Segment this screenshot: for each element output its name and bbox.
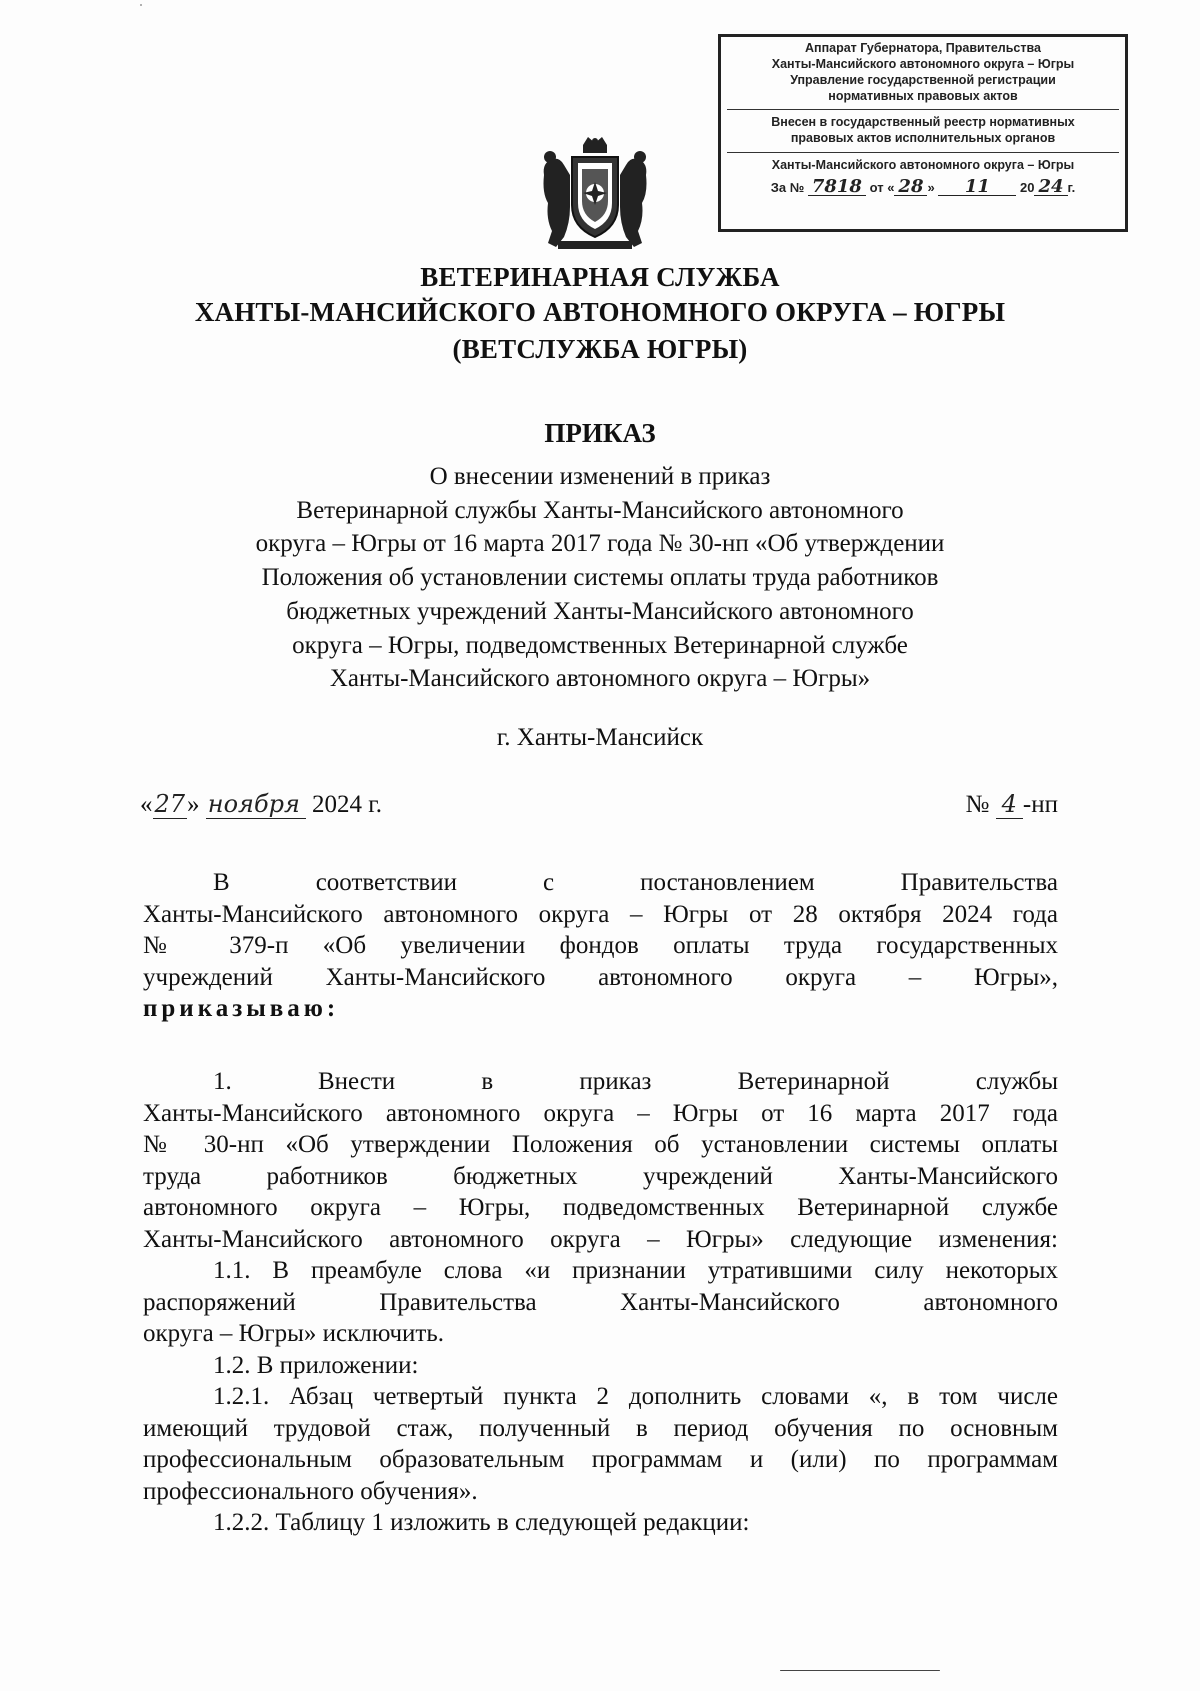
stamp-reg-year-prefix: 20 <box>1019 180 1035 195</box>
item-line: автономного округа – Югры, подведомственных Ветеринарной службе <box>143 1194 1058 1221</box>
preamble-paragraph <box>143 867 1058 1025</box>
stamp-line: правовых актов исполнительных органов <box>790 131 1056 145</box>
document-number <box>966 790 1058 819</box>
preamble-line: учреждений Ханты-Мансийского автономного округа – Югры», <box>143 963 1058 991</box>
item-line: 1.2.2. Таблицу 1 изложить в следующей редакции: <box>213 1509 750 1536</box>
preamble-line: № 379-п «Об увеличении фондов оплаты труда государственных <box>143 932 1058 959</box>
org-name-line-1: ВЕТЕРИНАРНАЯ СЛУЖБА <box>420 262 780 292</box>
item-line: Ханты-Мансийского автономного округа – Югры от 16 марта 2017 года <box>143 1099 1058 1127</box>
item-line: 1.2. В приложении: <box>213 1351 419 1379</box>
subject-line: О внесении изменений в приказ <box>429 463 771 490</box>
city-label: г. Ханты-Мансийск <box>496 724 704 751</box>
stamp-reg-day: 28 <box>894 179 927 196</box>
stamp-registration-line <box>725 176 1121 197</box>
item-line: округа – Югры» исключить. <box>143 1320 445 1347</box>
org-name-line-3: (ВЕТСЛУЖБА ЮГРЫ) <box>452 334 748 364</box>
date-year: 2024 г. <box>312 791 382 818</box>
stamp-line: Ханты-Мансийского автономного округа – Югры <box>771 57 1075 71</box>
item-line: профессиональным образовательным программам и (или) по программам <box>143 1446 1058 1473</box>
date-month-handwritten: ноября <box>206 790 306 819</box>
stamp-line: Внесен в государственный реестр нормативных <box>771 115 1075 129</box>
item-line: 1.2.1. Абзац четвертый пункта 2 дополнить словами «, в том числе <box>213 1383 1058 1410</box>
preamble-line: В соответствии с постановлением Правительства <box>213 869 1058 896</box>
item-line: профессионального обучения». <box>143 1477 478 1505</box>
item-line: распоряжений Правительства Ханты-Мансийского автономного <box>143 1288 1058 1316</box>
number-suffix: -нп <box>1022 791 1058 818</box>
scan-artifact <box>140 4 142 6</box>
preamble-line: Ханты-Мансийского автономного округа – Югры от 28 октября 2024 года <box>143 900 1058 928</box>
stamp-reg-month: 11 <box>938 179 1016 196</box>
preamble-order-line <box>143 993 1058 1025</box>
subject-line: Ветеринарной службы Ханты-Мансийского автономного <box>296 496 904 524</box>
subject-line: Ханты-Мансийского автономного округа – Югры» <box>329 665 871 693</box>
document-subject <box>150 460 1050 696</box>
stamp-reg-prefix: За № <box>770 180 805 195</box>
stamp-divider <box>727 109 1119 110</box>
item-line: труда работников бюджетных учреждений Ханты-Мансийского <box>143 1162 1058 1190</box>
stamp-line: Аппарат Губернатора, Правительства <box>805 41 1041 55</box>
stamp-region-line: Ханты-Мансийского автономного округа – Югры <box>771 158 1075 172</box>
number-prefix: № <box>965 791 990 818</box>
document-type-title: ПРИКАЗ <box>544 418 656 448</box>
item-line: № 30-нп «Об утверждении Положения об установлении системы оплаты <box>143 1131 1058 1158</box>
subject-line: бюджетных учреждений Ханты-Мансийского автономного <box>286 597 914 625</box>
date-close-quote: » <box>187 791 200 818</box>
stamp-reg-number: 7818 <box>808 179 866 196</box>
stamp-reg-year: 24 <box>1034 179 1067 196</box>
stamp-reg-suffix: г. <box>1067 180 1076 195</box>
order-word: приказываю: <box>143 995 340 1022</box>
subject-line: округа – Югры, подведомственных Ветеринарной службе <box>292 631 908 659</box>
stamp-divider <box>727 152 1119 153</box>
stamp-reg-quote: » <box>927 180 935 195</box>
registration-stamp <box>718 34 1128 232</box>
date-open-quote: « <box>140 791 153 818</box>
document-date <box>140 790 382 819</box>
coat-of-arms-icon <box>538 135 652 255</box>
item-line: имеющий трудовой стаж, полученный в период обучения по основным <box>143 1414 1058 1442</box>
subject-line: округа – Югры от 16 марта 2017 года № 30-нп «Об утверждении <box>255 530 945 558</box>
item-line: 1.1. В преамбуле слова «и признании утратившими силу некоторых <box>213 1257 1058 1284</box>
stamp-line: нормативных правовых актов <box>828 89 1018 103</box>
item-line: 1. Внести в приказ Ветеринарной службы <box>213 1068 1058 1095</box>
order-items <box>143 1066 1058 1539</box>
scan-artifact <box>780 1670 940 1671</box>
number-handwritten: 4 <box>996 790 1023 819</box>
date-day-handwritten: 27 <box>154 790 186 818</box>
subject-line: Положения об установлении системы оплаты труда работников <box>261 564 939 592</box>
item-line: Ханты-Мансийского автономного округа – Югры» следующие изменения: <box>143 1225 1058 1253</box>
stamp-line: Управление государственной регистрации <box>790 73 1056 87</box>
stamp-reg-from: от « <box>869 180 895 195</box>
org-name-line-2: ХАНТЫ-МАНСИЙСКОГО АВТОНОМНОГО ОКРУГА – ЮГРЫ <box>194 297 1006 327</box>
